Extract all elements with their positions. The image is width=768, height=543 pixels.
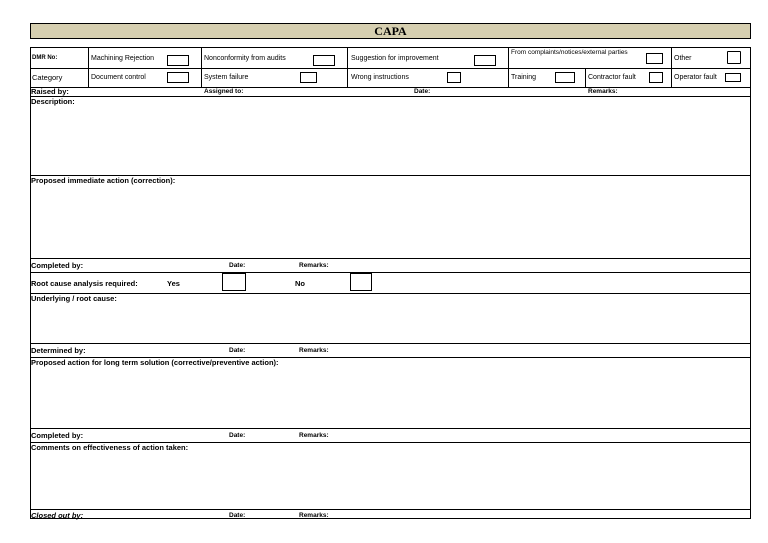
suggestion-improvement-checkbox[interactable] — [474, 55, 496, 66]
root-cause-label: Underlying / root cause: — [31, 294, 117, 303]
yes-checkbox[interactable] — [222, 273, 246, 291]
form-title: CAPA — [30, 23, 751, 39]
effectiveness-area[interactable] — [31, 453, 750, 508]
root-cause-required-label: Root cause analysis required: — [31, 279, 138, 288]
operator-fault-label: Operator fault — [674, 74, 717, 81]
col-divider — [88, 47, 89, 87]
document-control-checkbox[interactable] — [167, 72, 189, 83]
long-term-action-label: Proposed action for long term solution (corrective/preventive action): — [31, 358, 279, 367]
operator-fault-checkbox[interactable] — [725, 73, 741, 82]
row-divider — [30, 258, 751, 259]
complaints-label: From complaints/notices/external parties — [511, 49, 628, 56]
col-divider — [671, 47, 672, 87]
immediate-action-label: Proposed immediate action (correction): — [31, 176, 176, 185]
completed-remarks-label: Remarks: — [299, 262, 329, 269]
row-divider — [30, 293, 751, 294]
no-checkbox[interactable] — [350, 273, 372, 291]
row-divider — [30, 343, 751, 344]
closed-remarks-label: Remarks: — [299, 512, 329, 519]
closed-date-label: Date: — [229, 512, 246, 519]
wrong-instructions-label: Wrong instructions — [351, 74, 409, 81]
category-label: Category — [32, 73, 63, 82]
row-divider — [30, 96, 751, 97]
machining-rejection-checkbox[interactable] — [167, 55, 189, 66]
col-divider — [585, 68, 586, 87]
row-divider — [30, 272, 751, 273]
assigned-to-label: Assigned to: — [204, 88, 244, 95]
completed-date-label: Date: — [229, 432, 246, 439]
document-control-label: Document control — [91, 74, 146, 81]
immediate-action-area[interactable] — [31, 186, 750, 257]
row-divider — [30, 509, 751, 510]
long-term-action-area[interactable] — [31, 368, 750, 427]
effectiveness-label: Comments on effectiveness of action taken: — [31, 443, 189, 452]
completed-date-label: Date: — [229, 262, 246, 269]
root-cause-area[interactable] — [31, 304, 750, 342]
col-divider — [201, 47, 202, 87]
raised-date-label: Date: — [414, 88, 431, 95]
no-label: No — [295, 279, 305, 288]
completed-remarks-label: Remarks: — [299, 432, 329, 439]
raised-remarks-label: Remarks: — [588, 88, 618, 95]
closed-out-by-label: Closed out by: — [31, 511, 84, 520]
row-divider — [30, 87, 751, 88]
suggestion-improvement-label: Suggestion for improvement — [351, 55, 439, 62]
contractor-fault-checkbox[interactable] — [649, 72, 663, 83]
description-area[interactable] — [31, 107, 750, 174]
training-label: Training — [511, 74, 537, 81]
raised-by-label: Raised by: — [31, 87, 69, 96]
col-divider — [347, 47, 348, 87]
training-checkbox[interactable] — [555, 72, 575, 83]
wrong-instructions-checkbox[interactable] — [447, 72, 461, 83]
nonconformity-audits-label: Nonconformity from audits — [204, 55, 286, 62]
nonconformity-audits-checkbox[interactable] — [313, 55, 335, 66]
system-failure-label: System failure — [204, 74, 249, 81]
complaints-checkbox[interactable] — [646, 53, 663, 64]
determined-remarks-label: Remarks: — [299, 347, 329, 354]
row-divider — [30, 68, 751, 69]
col-divider — [508, 47, 509, 87]
system-failure-checkbox[interactable] — [300, 72, 317, 83]
other-checkbox[interactable] — [727, 51, 741, 64]
dmr-label: DMR No: — [32, 55, 58, 61]
description-label: Description: — [31, 97, 75, 106]
contractor-fault-label: Contractor fault — [588, 74, 636, 81]
completed-by-label: Completed by: — [31, 431, 84, 440]
machining-rejection-label: Machining Rejection — [91, 55, 155, 62]
other-label: Other — [674, 55, 692, 62]
row-divider — [30, 428, 751, 429]
determined-by-label: Determined by: — [31, 346, 86, 355]
yes-label: Yes — [167, 279, 180, 288]
determined-date-label: Date: — [229, 347, 246, 354]
completed-by-label: Completed by: — [31, 261, 84, 270]
